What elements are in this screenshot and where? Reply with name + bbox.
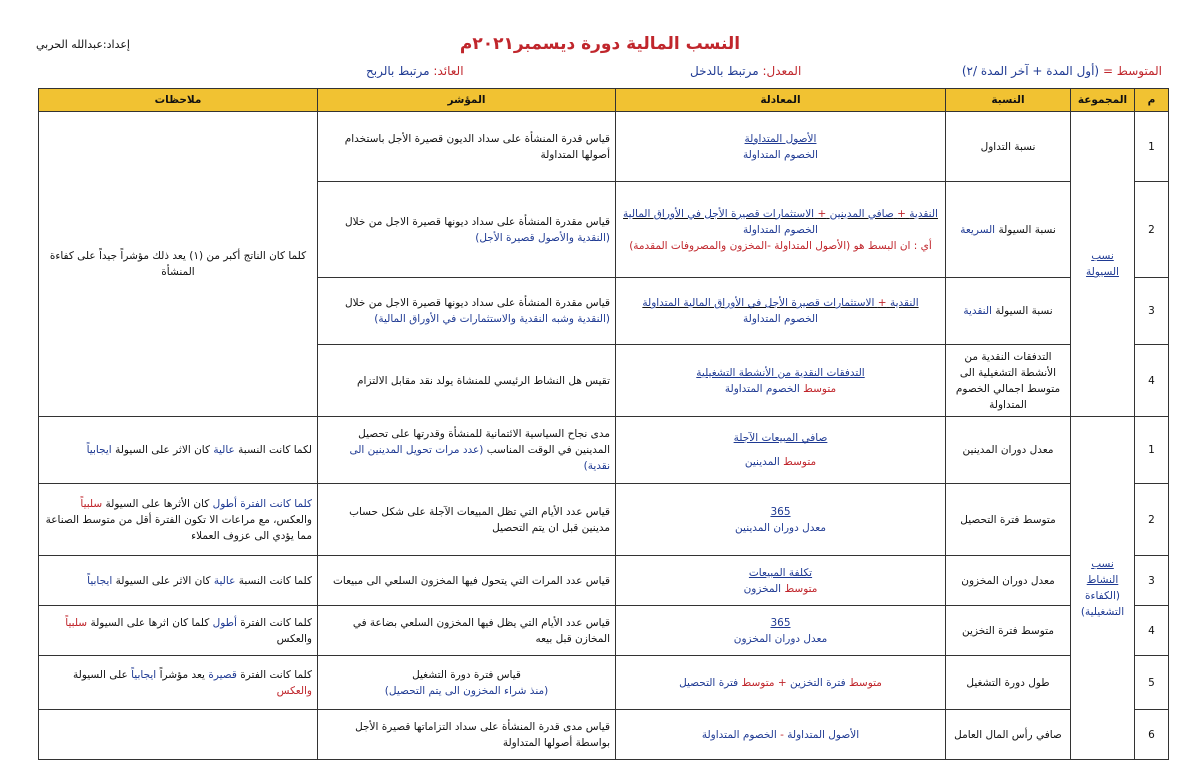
indicator-line: مدى نجاح السياسية الائتمانية للمنشأة وقدرتها على تحصيل المدينين في الوقت المناسب <box>358 428 610 456</box>
note-text: يعد مؤشراً <box>159 668 205 681</box>
eq-term: الخصوم المتداولة <box>701 728 777 741</box>
note-text: والعكس <box>276 632 312 645</box>
equation-cell <box>616 182 946 278</box>
table-row <box>39 556 1169 606</box>
note-highlight: عالية <box>213 574 236 587</box>
note-text: كان الاثر على السيولة <box>115 574 211 587</box>
row-number: 2 <box>1135 182 1169 278</box>
eq-modifier: متوسط <box>848 676 882 689</box>
equation-numerator: التدفقات النقدية من الأنشطة التشغيلية <box>696 366 865 379</box>
indicator-text: قياس عدد الأيام التي تظل المبيعات الآجلة على شكل حساب مدينين قبل ان يتم التحصيل <box>318 484 616 556</box>
ratio-name-part: نسبة السيولة <box>995 305 1053 317</box>
note-highlight: سلبياً <box>80 497 103 510</box>
indicator-line: قياس فترة دورة التشغيل <box>412 668 521 681</box>
equation-cell <box>616 345 946 417</box>
equation-denominator: الخصوم المتداولة <box>743 223 818 236</box>
indicator-highlight: (منذ شراء المخزون الى يتم التحصيل) <box>384 684 549 697</box>
equation-cell <box>616 606 946 656</box>
rate-label: المعدل: <box>762 64 802 78</box>
row-number: 3 <box>1135 278 1169 345</box>
notes-cell <box>39 606 318 656</box>
equation-cell <box>616 710 946 760</box>
ratio-name: التدفقات النقدية من الأنشطة التشغيلية الى متوسط اجمالي الخصوم المتداولة <box>946 345 1071 417</box>
eq-term: صافي المدينين <box>829 207 894 220</box>
eq-modifier: متوسط <box>784 582 818 595</box>
note-highlight: أطول <box>212 616 237 629</box>
group-activity-label <box>1076 556 1129 588</box>
average-label: المتوسط = <box>1102 64 1162 78</box>
equation-numerator <box>621 206 940 222</box>
note-highlight: ايجابياً <box>86 444 112 456</box>
equation-numerator: 365 <box>770 505 791 518</box>
indicator-text <box>318 656 616 710</box>
note-highlight: قصيرة <box>208 668 237 681</box>
note-text: لكما كانت النسبة <box>238 444 312 456</box>
rate-definition <box>690 64 801 78</box>
ratio-name <box>946 278 1071 345</box>
table-row <box>39 484 1169 556</box>
row-number: 1 <box>1135 417 1169 484</box>
col-header-ratio: النسبة <box>946 89 1071 112</box>
eq-term: المدينين <box>744 456 780 468</box>
eq-term: فترة التحصيل <box>679 676 739 689</box>
notes-cell <box>39 556 318 606</box>
table-row <box>39 417 1169 484</box>
equation-numerator: تكلفة المبيعات <box>748 566 813 579</box>
note-text: كان الاثر على السيولة <box>115 444 211 456</box>
eq-operator: + <box>897 207 906 220</box>
indicator-text <box>318 182 616 278</box>
equation-cell <box>616 556 946 606</box>
col-header-group: المجموعة <box>1071 89 1135 112</box>
indicator-text: قياس مدى قدرة المنشأة على سداد التزاماتها قصيرة الأجل بواسطة أصولها المتداولة <box>318 710 616 760</box>
ratio-name: طول دورة التشغيل <box>946 656 1071 710</box>
equation-denominator <box>621 381 940 397</box>
col-header-indicator: المؤشر <box>318 89 616 112</box>
equation-cell <box>616 656 946 710</box>
eq-modifier: متوسط <box>783 456 817 468</box>
row-number: 3 <box>1135 556 1169 606</box>
eq-term: الخصوم المتداولة <box>724 382 800 395</box>
eq-operator: + <box>777 676 787 689</box>
equation-denominator <box>621 581 940 597</box>
ratio-name-part: نسبة السيولة <box>998 223 1056 236</box>
ratio-name: معدل دوران المدينين <box>946 417 1071 484</box>
rate-value: مرتبط بالدخل <box>690 64 759 78</box>
note-highlight: ايجابياً <box>87 574 113 587</box>
ratio-name <box>946 182 1071 278</box>
indicator-text: قياس عدد الأيام التي يظل فيها المخزون السلعي بضاعة في المخازن قبل بيعه <box>318 606 616 656</box>
eq-operator: + <box>877 297 887 309</box>
note-highlight: والعكس <box>276 684 312 697</box>
indicator-highlight: (النقدية والأصول قصيرة الأجل) <box>475 231 610 244</box>
note-highlight: سلبياً <box>65 616 88 629</box>
equation-denominator: الخصوم المتداولة <box>743 313 818 325</box>
average-value: (أول المدة + آخر المدة /٢) <box>961 64 1100 78</box>
return-label: العائد: <box>433 64 464 78</box>
eq-operator: - <box>780 728 784 741</box>
group-liquidity-label: نسب السيولة <box>1086 250 1119 278</box>
indicator-text <box>318 417 616 484</box>
note-text: كلما كانت الفترة <box>240 668 312 681</box>
eq-term: النقدية <box>909 207 938 220</box>
equation-cell <box>616 112 946 182</box>
table-row <box>39 112 1169 182</box>
indicator-highlight: (عدد مرات تحويل المدينين الى نقدية) <box>349 444 610 472</box>
return-value: مرتبط بالربح <box>366 64 430 78</box>
note-text: والعكس، مع مراعات الا تكون الفترة أقل من متوسط الصناعة مما يؤدي الى عزوف العملاء <box>45 513 312 542</box>
equation-numerator <box>621 295 940 311</box>
row-number: 4 <box>1135 345 1169 417</box>
ratios-table <box>38 88 1169 760</box>
eq-term: النقدية <box>889 297 919 309</box>
row-number: 5 <box>1135 656 1169 710</box>
note-text: على السيولة <box>73 668 128 681</box>
col-header-notes: ملاحظات <box>39 89 318 112</box>
group-activity <box>1071 417 1135 760</box>
indicator-text <box>318 278 616 345</box>
ratio-name: نسبة التداول <box>946 112 1071 182</box>
eq-term: فترة التخزين <box>790 676 846 689</box>
note-highlight: ايجابياً <box>131 668 157 681</box>
row-number: 4 <box>1135 606 1169 656</box>
table-row <box>39 656 1169 710</box>
average-definition <box>962 64 1162 78</box>
return-definition <box>366 64 464 78</box>
eq-term: الأصول المتداولة <box>787 728 860 741</box>
indicator-line: قياس مقدرة المنشأة على سداد ديونها قصيرة الاجل من خلال <box>344 297 610 309</box>
equation-denominator: معدل دوران المخزون <box>733 632 828 645</box>
note-text: كلما كانت النسبة <box>238 574 312 587</box>
indicator-highlight: (النقدية وشبه النقدية والاستثمارات في الأوراق المالية) <box>374 313 610 325</box>
equation-cell <box>616 484 946 556</box>
equation-denominator <box>621 454 940 470</box>
indicator-text: قياس عدد المرات التي يتحول فيها المخزون السلعي الى مبيعات <box>318 556 616 606</box>
equation-cell <box>616 417 946 484</box>
group-liquidity <box>1071 112 1135 417</box>
notes-cell <box>39 417 318 484</box>
note-highlight: عالية <box>213 444 235 456</box>
row-number: 1 <box>1135 112 1169 182</box>
notes-cell <box>39 656 318 710</box>
liquidity-notes: كلما كان الناتج أكبر من (١) يعد ذلك مؤشراً جيداً على كفاءة المنشأة <box>39 112 318 417</box>
row-number: 6 <box>1135 710 1169 760</box>
author-credit: إعداد:عبدالله الحربي <box>36 38 130 51</box>
ratio-name: معدل دوران المخزون <box>946 556 1071 606</box>
equation-numerator: صافي المبيعات الآجلة <box>733 432 828 444</box>
equation-denominator: الخصوم المتداولة <box>743 148 818 161</box>
notes-cell <box>39 484 318 556</box>
equation-numerator: 365 <box>770 616 791 629</box>
group-activity-subtitle: (الكفاءة التشغيلية) <box>1080 590 1125 618</box>
ratio-name-highlight: السريعة <box>960 223 996 236</box>
col-header-equation: المعادلة <box>616 89 946 112</box>
row-number: 2 <box>1135 484 1169 556</box>
table-row <box>39 606 1169 656</box>
equation-numerator: الأصول المتداولة <box>744 132 817 145</box>
eq-term: الاستثمارات قصيرة الأجل في الأوراق المالية <box>623 207 815 220</box>
equation-denominator: معدل دوران المدينين <box>735 521 826 534</box>
equation-note: أي : ان البسط هو (الأصول المتداولة -المخزون والمصروفات المقدمة) <box>629 239 932 252</box>
note-text: كلما كانت الفترة <box>240 616 312 629</box>
indicator-line: قياس مقدرة المنشأة على سداد ديونها قصيرة الاجل من خلال <box>344 215 610 228</box>
indicator-text: قياس قدرة المنشأة على سداد الديون قصيرة الأجل باستخدام أصولها المتداولة <box>318 112 616 182</box>
indicator-text: تقيس هل النشاط الرئيسي للمنشاة يولد نقد مقابل الالتزام <box>318 345 616 417</box>
table-header-row <box>39 89 1169 112</box>
note-text: كان الأثرها على السيولة <box>105 497 210 510</box>
table-row <box>39 710 1169 760</box>
note-text: كلما كان اثرها على السيولة <box>90 616 210 629</box>
eq-modifier: متوسط <box>741 676 775 689</box>
col-header-m: م <box>1135 89 1169 112</box>
ratio-name: صافي رأس المال العامل <box>946 710 1071 760</box>
notes-cell <box>39 710 318 760</box>
ratio-name: متوسط فترة التخزين <box>946 606 1071 656</box>
eq-term: الاستثمارات قصيرة الأجل في الأوراق المالية المتداولة <box>642 297 875 309</box>
page-title: النسب المالية دورة ديسمبر٢٠٢١م <box>459 34 741 54</box>
ratio-name-highlight: النقدية <box>963 305 992 317</box>
group-activity-title: نسب النشاط <box>1086 558 1119 586</box>
eq-modifier: متوسط <box>803 382 837 395</box>
equation-cell <box>616 278 946 345</box>
note-highlight: أطول <box>212 497 237 510</box>
ratio-name: متوسط فترة التحصيل <box>946 484 1071 556</box>
eq-term: المخزون <box>743 582 782 595</box>
eq-operator: + <box>817 207 827 220</box>
note-highlight: كلما كانت الفترة <box>240 497 312 510</box>
